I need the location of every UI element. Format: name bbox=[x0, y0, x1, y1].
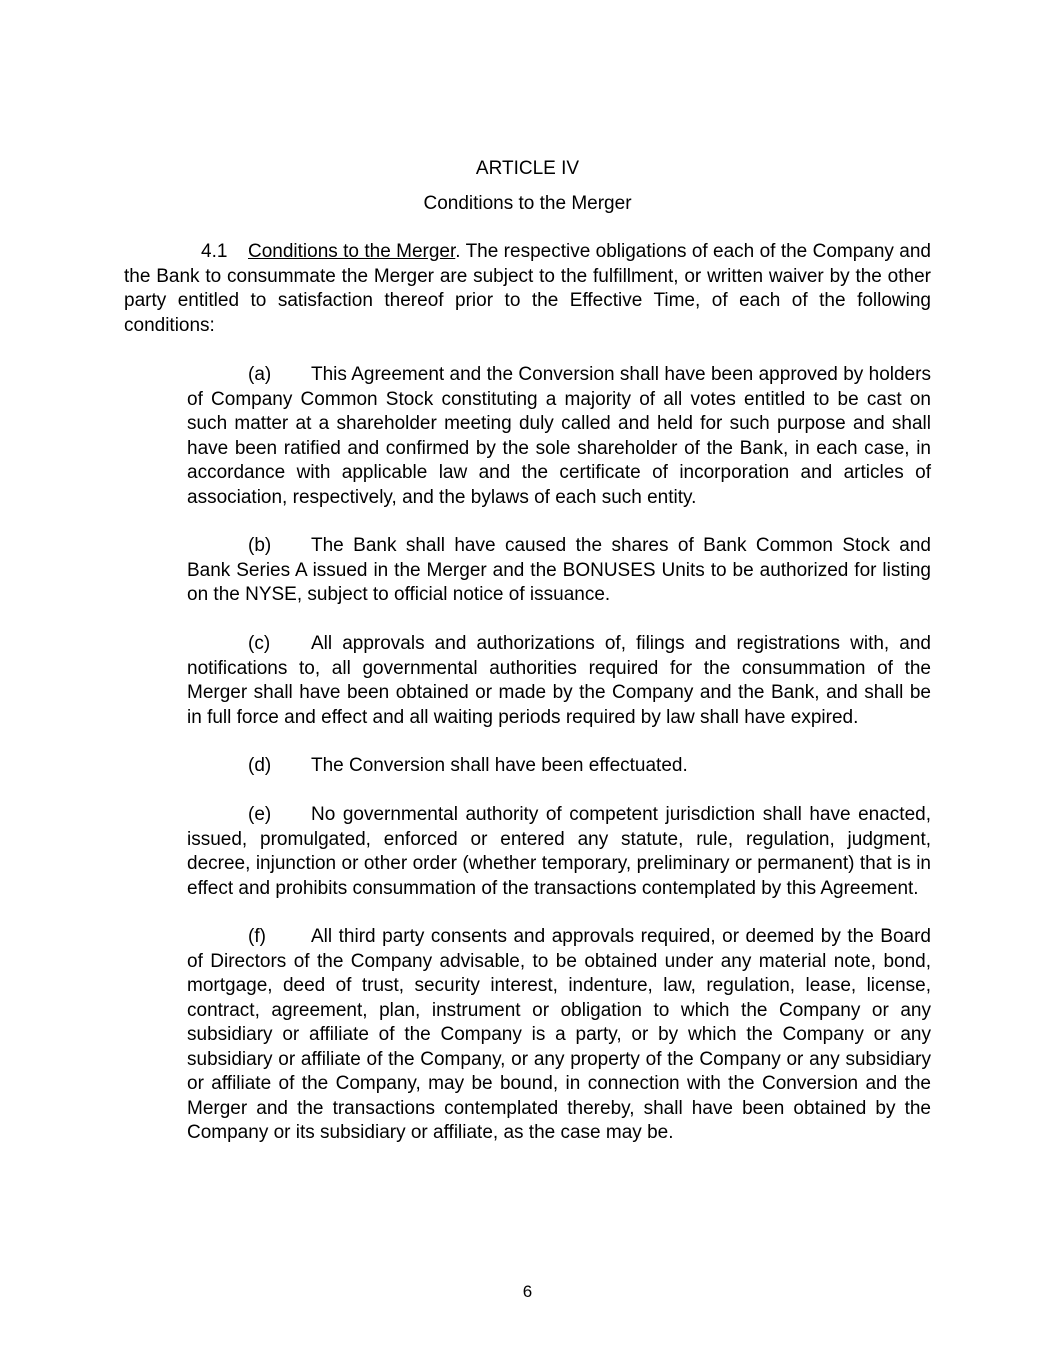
clause-label: (c) bbox=[248, 633, 271, 654]
section-heading: Conditions to the Merger bbox=[248, 241, 456, 262]
section-text: . The respective obligations of each of the Company and the Bank to consummate the Merger are subject to the fulfillment, or written waiver by the other party entitled to satisfaction thereof prior to the Effective Time, of each of the following conditions: bbox=[124, 241, 931, 336]
clause-b bbox=[187, 534, 931, 608]
clause-d bbox=[187, 754, 931, 779]
clause-text: All approvals and authorizations of, filings and registrations with, and notifications to, all governmental authorities required for the consummation of the Merger shall have been obtained or made by the Company and the Bank, and shall be in full force and effect and all waiting periods required by law shall have expired. bbox=[187, 633, 931, 728]
clause-text: No governmental authority of competent jurisdiction shall have enacted, issued, promulgated, enforced or entered any statute, rule, regulation, judgment, decree, injunction or other order (whether temporary, preliminary or permanent) that is in effect and prohibits consummation of the transactions contemplated by this Agreement. bbox=[187, 804, 931, 899]
page-number: 6 bbox=[522, 1282, 533, 1301]
clause-f bbox=[187, 925, 931, 1146]
clause-text: This Agreement and the Conversion shall have been approved by holders of Company Common Stock constituting a majority of all votes entitled to be cast on such matter at a shareholder meeting duly called and held for such purpose and shall have been ratified and confirmed by the sole shareholder of the Bank, in each case, in accordance with applicable law and the certificate of incorporation and articles of association, respectively, and the bylaws of each such entity. bbox=[187, 364, 931, 508]
clause-label: (d) bbox=[248, 755, 272, 776]
clause-text: The Bank shall have caused the shares of Bank Common Stock and Bank Series A issued in the Merger and the BONUSES Units to be authorized for listing on the NYSE, subject to official notice of issuance. bbox=[187, 535, 931, 605]
clause-label: (f) bbox=[248, 926, 266, 947]
clause-e bbox=[187, 803, 931, 901]
clause-label: (a) bbox=[248, 364, 272, 385]
clause-text: All third party consents and approvals required, or deemed by the Board of Directors of the Company advisable, to be obtained under any material note, bond, mortgage, deed of trust, security interest, indenture, law, regulation, lease, license, contract, agreement, plan, instrument or obligation to which the Company or any subsidiary or affiliate of the Company is a party, or by which the Company or any subsidiary or affiliate of the Company, or any property of the Company or any subsidiary or affiliate of the Company, may be bound, in connection with the Conversion and the Merger and the transactions contemplated thereby, shall have been obtained by the Company or its subsidiary or affiliate, as the case may be. bbox=[187, 926, 931, 1143]
clause-label: (e) bbox=[248, 804, 272, 825]
section-4-1 bbox=[124, 240, 931, 338]
clause-label: (b) bbox=[248, 535, 272, 556]
section-number: 4.1 bbox=[201, 241, 228, 262]
article-title: ARTICLE IV bbox=[475, 158, 580, 179]
clause-c bbox=[187, 632, 931, 730]
clause-a bbox=[187, 363, 931, 510]
clause-text: The Conversion shall have been effectuated. bbox=[311, 755, 688, 776]
article-subtitle: Conditions to the Merger bbox=[423, 193, 632, 214]
